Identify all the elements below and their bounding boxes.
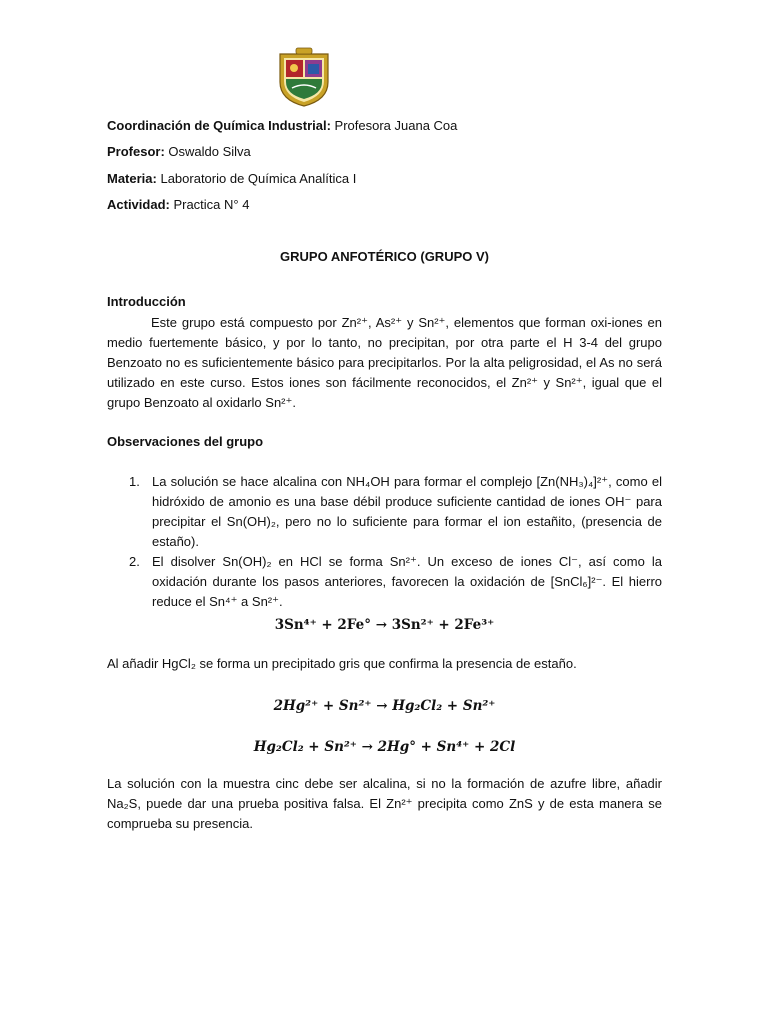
- hgcl2-paragraph: Al añadir HgCl₂ se forma un precipitado gris que confirma la presencia de estaño.: [107, 656, 577, 671]
- list-item: [107, 552, 662, 612]
- header-info: [107, 116, 667, 221]
- actividad-value: Practica N° 4: [169, 196, 250, 212]
- materia-label: Materia:: [107, 170, 157, 186]
- coordinacion-label: Coordinación de Química Industrial:: [107, 118, 331, 133]
- materia-value: Laboratorio de Química Analítica I: [156, 170, 357, 186]
- equation-mercury-tin-text: 2Hg²⁺ + Sn²⁺ → Hg₂Cl₂ + Sn²⁺: [273, 698, 496, 714]
- list-number: 1.: [129, 474, 140, 489]
- actividad-line: [107, 195, 667, 221]
- equation-calomel-tin: [107, 737, 662, 757]
- document-title: GRUPO ANFOTÉRICO (GRUPO V): [280, 249, 489, 264]
- intro-heading: Introducción: [107, 294, 186, 309]
- coordinacion-value: Profesora Juana Coa: [330, 118, 458, 133]
- observations-list: [107, 472, 662, 612]
- profesor-label: Profesor:: [107, 144, 165, 160]
- observations-heading: Observaciones del grupo: [107, 434, 264, 449]
- closing-paragraph: La solución con la muestra cinc debe ser alcalina, si no la formación de azufre libre, añadir Na₂S, puede dar una prueba positiva falsa. El Zn²⁺ precipita como ZnS y de esta manera se comprueba su presencia.: [107, 776, 662, 831]
- materia-line: [107, 169, 667, 195]
- profesor-line: [107, 142, 667, 168]
- equation-tin-iron: 3Sn⁴⁺ + 2Fe° → 3Sn²⁺ + 2Fe³⁺: [274, 617, 495, 633]
- list-item: [107, 472, 662, 552]
- institution-shield-logo: [272, 46, 336, 108]
- intro-paragraph: [107, 313, 662, 413]
- list-item-text: El disolver Sn(OH)₂ en HCl se forma Sn²⁺. Un exceso de iones Cl⁻, así como la oxidación durante los pasos anteriores, favorecen la oxidación de [SnCl₆]²⁻. El hierro reduce el Sn⁴⁺ a Sn²⁺.: [152, 554, 662, 609]
- coordinacion-line: [107, 116, 667, 142]
- list-item-text: La solución se hace alcalina con NH₄OH para formar el complejo [Zn(NH₃)₄]²⁺, como el hidróxido de amonio es una base débil produce suficiente cantidad de iones OH⁻ para precipitar el Sn(OH)₂, pero no lo suficiente para formar el ion estañito, (presencia de estaño).: [152, 474, 662, 549]
- actividad-label: Actividad:: [107, 196, 170, 212]
- equation-calomel-tin-text: Hg₂Cl₂ + Sn²⁺ → 2Hg° + Sn⁴⁺ + 2Cl: [253, 739, 516, 755]
- equation-mercury-tin: [107, 696, 662, 716]
- intro-text: Este grupo está compuesto por Zn²⁺, As²⁺ y Sn²⁺, elementos que forman oxi-iones en medio fuertemente básico, y por lo tanto, no precipitan, por otra parte el H 3-4 del grupo Benzoato no es suficientemente básico para precipitarlos. Por la alta peligrosidad, el As no será utilizado en este curso. Estos iones son fácilmente reconocidos, el Zn²⁺ y Sn²⁺, igual que el grupo Benzoato al oxidarlo Sn²⁺.: [107, 315, 662, 410]
- list-number: 2.: [129, 554, 140, 569]
- profesor-value: Oswaldo Silva: [164, 144, 251, 160]
